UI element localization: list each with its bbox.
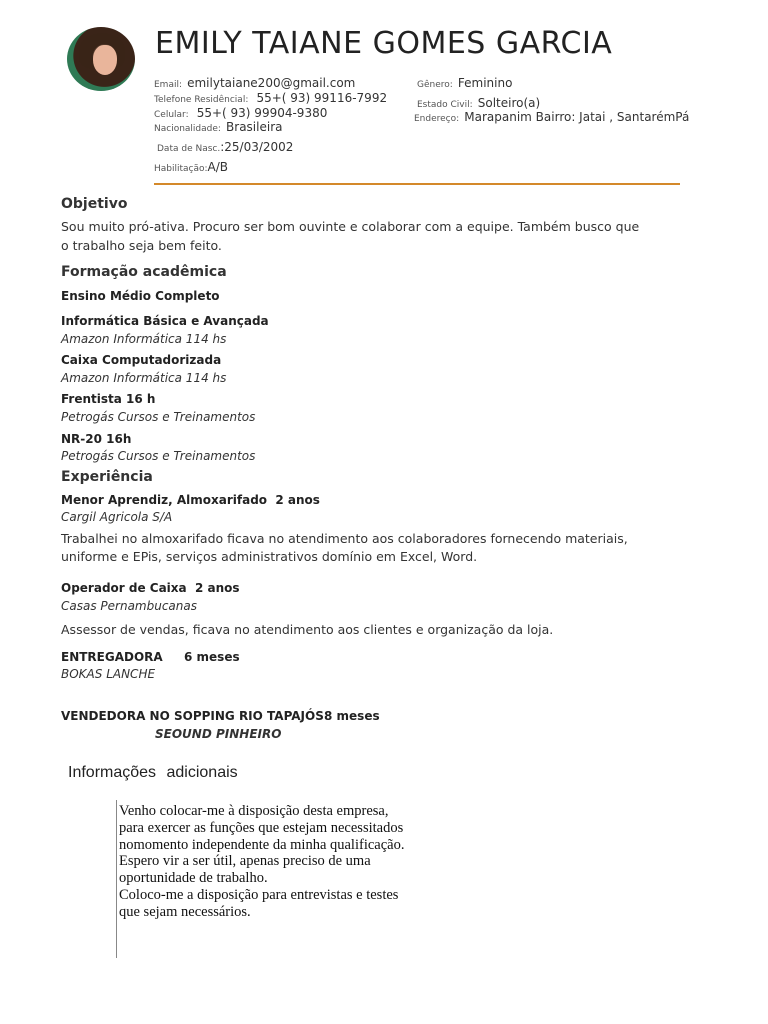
experience-role: ENTREGADORA <box>61 650 163 664</box>
additional-info-text <box>119 803 414 921</box>
experience-company: BOKAS LANCHE <box>61 667 156 681</box>
education-item-name: Ensino Médio Completo <box>61 289 220 303</box>
experience-role: Menor Aprendiz, Almoxarifado 2 anos <box>61 493 320 507</box>
photo-face <box>93 45 117 75</box>
contact-home-phone: Telefone Residêncial: 55+( 93) 99116-7992 <box>154 91 388 105</box>
education-item-detail: Petrogás Cursos e Treinamentos <box>61 410 256 424</box>
contact-license: Habilitação:A/B <box>154 160 229 174</box>
additional-info-bar <box>116 800 117 958</box>
contact-gender: Gênero: Feminino <box>417 76 513 90</box>
contact-marital-status: Estado Civil: Solteiro(a) <box>417 96 541 110</box>
education-item-name: Caixa Computadorizada <box>61 353 222 367</box>
objective-text: Sou muito pró-ativa. Procuro ser bom ouvinte e colaborar com a equipe. Também busco que o trabalho seja bem feito. <box>61 219 640 253</box>
experience-role: VENDEDORA NO SOPPING RIO TAPAJÓS <box>61 709 324 723</box>
experience-company: SEOUND PINHEIRO <box>155 727 282 741</box>
header-divider <box>154 183 680 185</box>
contact-nationality: Nacionalidade: Brasileira <box>154 120 283 134</box>
education-item-name: NR-20 16h <box>61 432 132 446</box>
experience-duration: 6 meses <box>184 650 240 664</box>
experience-company: Casas Pernambucanas <box>61 599 197 613</box>
additional-info-heading: Informações adicionais <box>68 764 238 781</box>
contact-mobile: Celular: 55+( 93) 99904-9380 <box>154 106 328 120</box>
additional-info-paragraph: Coloco-me a disposição para entrevistas e testes que sejam necessários. <box>119 886 399 920</box>
contact-birthdate: Data de Nasc.:25/03/2002 <box>157 140 294 154</box>
experience-company: Cargil Agricola S/A <box>61 510 173 524</box>
education-item-detail: Amazon Informática 114 hs <box>61 332 227 346</box>
education-item-detail: Petrogás Cursos e Treinamentos <box>61 449 256 463</box>
education-item-name: Informática Básica e Avançada <box>61 314 269 328</box>
contact-email: Email: emilytaiane200@gmail.com <box>154 76 356 90</box>
additional-info-paragraph: Venho colocar-me à disposição desta empresa, para exercer as funções que estejam necessitados nomomento independente da minha qualificação. Espero vir a ser útil, apenas preciso de uma oportunidade de trabalho. <box>119 803 405 887</box>
objective-heading: Objetivo <box>61 196 128 212</box>
education-item-detail: Amazon Informática 114 hs <box>61 371 227 385</box>
experience-role: Operador de Caixa 2 anos <box>61 581 240 595</box>
experience-description: Assessor de vendas, ficava no atendimento aos clientes e organização da loja. <box>61 622 554 637</box>
experience-duration: 8 meses <box>324 709 380 723</box>
email-value: emilytaiane200@gmail.com <box>187 76 356 90</box>
profile-photo <box>67 27 135 91</box>
experience-description: Trabalhei no almoxarifado ficava no atendimento aos colaboradores fornecendo materiais, uniforme e EPis, serviços administrativos domínio em Excel, Word. <box>61 531 628 564</box>
education-item-name: Frentista 16 h <box>61 392 156 406</box>
candidate-name: EMILY TAIANE GOMES GARCIA <box>155 26 613 61</box>
experience-heading: Experiência <box>61 469 153 485</box>
contact-address: Endereço: Marapanim Bairro: Jatai , SantarémPá <box>414 110 690 124</box>
education-heading: Formação acadêmica <box>61 264 227 280</box>
